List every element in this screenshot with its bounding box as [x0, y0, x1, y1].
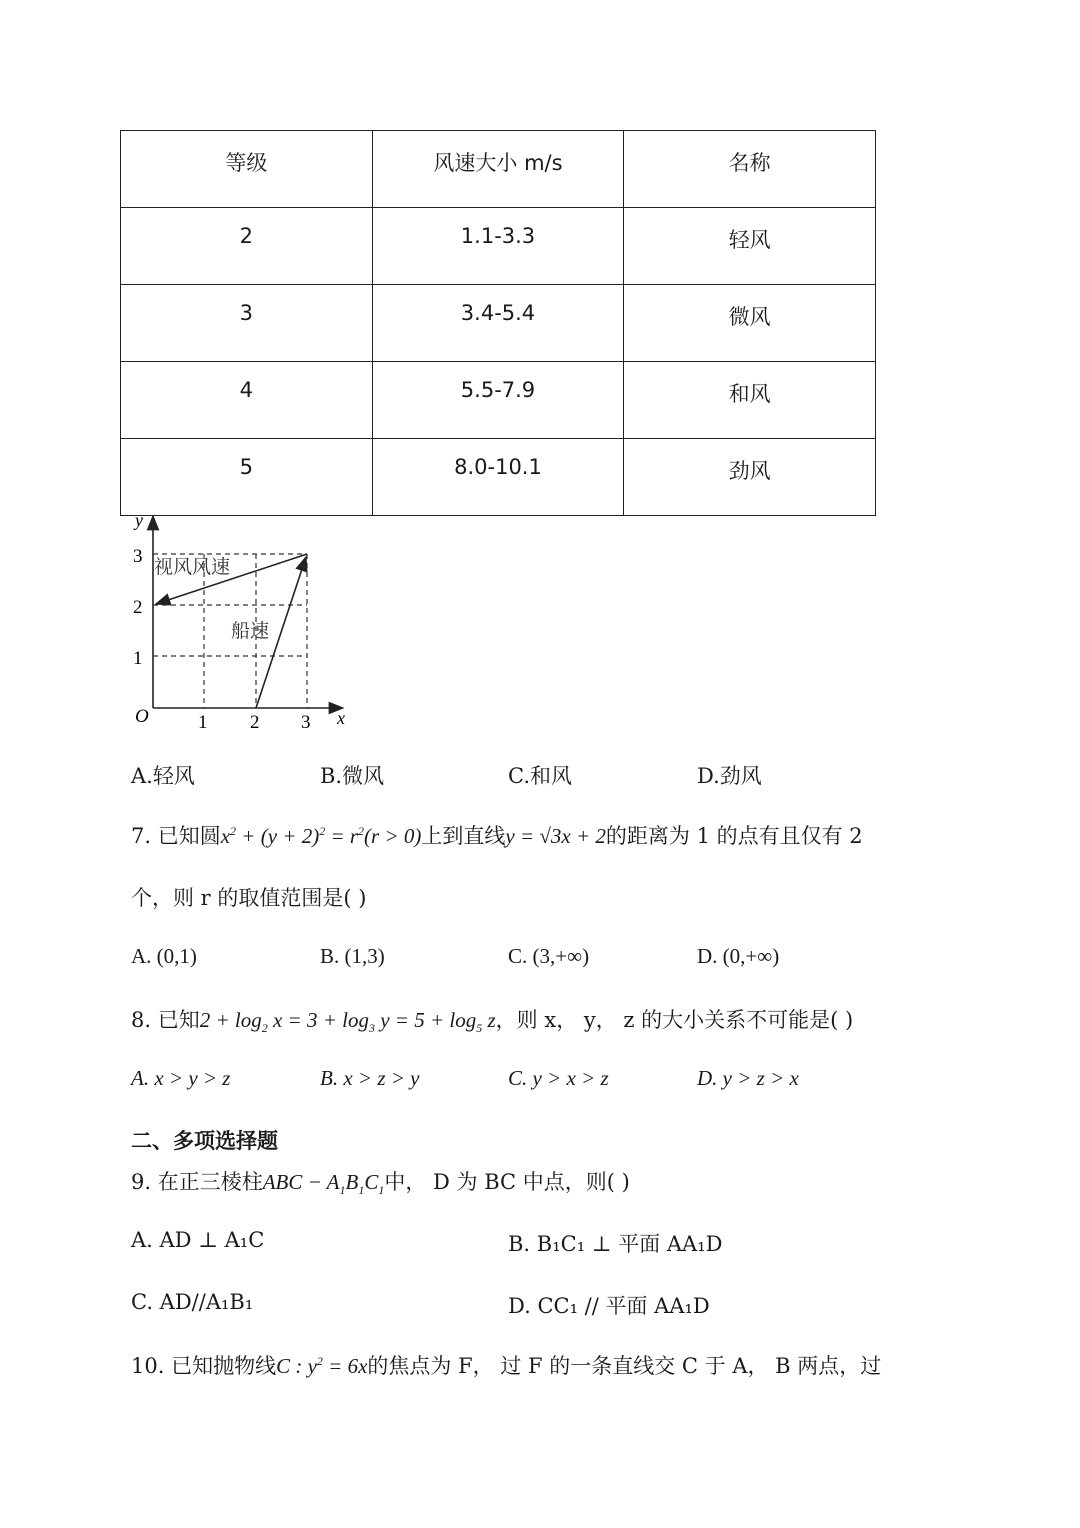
q10-suffix: 的焦点为 F， 过 F 的一条直线交 C 于 A， B 两点，过	[367, 1354, 882, 1378]
section-heading: 二、多项选择题	[131, 1128, 278, 1153]
y-tick-label: 3	[133, 546, 143, 567]
table-cell: 5.5-7.9	[372, 362, 624, 439]
wind-scale-table	[120, 130, 876, 516]
q6-option-a: A.轻风	[131, 764, 195, 788]
q7-option-c: C. (3,+∞)	[508, 944, 590, 968]
table-cell: 5	[121, 439, 373, 516]
q9-suffix: 中， D 为 BC 中点，则( )	[384, 1170, 630, 1194]
ship-speed-label: 船速	[231, 620, 270, 642]
q6-option-d: D.劲风	[697, 764, 762, 788]
q10-stem	[131, 1350, 881, 1380]
x-tick-label: 1	[198, 712, 208, 733]
x-tick-label: 3	[301, 712, 311, 733]
q9-prefix: 9. 在正三棱柱	[131, 1170, 263, 1194]
q6-option-b: B.微风	[320, 764, 385, 788]
apparent-wind-label: 视风风速	[154, 556, 231, 578]
table-cell: 2	[121, 208, 373, 285]
q10-parabola: C : $y^2 = 6x$	[276, 1354, 368, 1378]
table-cell: 和风	[624, 362, 876, 439]
q7-option-a: A. (0,1)	[131, 944, 197, 968]
table-cell: 4	[121, 362, 373, 439]
q8-option-d: D. y > z > x	[697, 1066, 799, 1090]
q9-stem	[131, 1166, 630, 1198]
q8-stem	[131, 1004, 853, 1036]
q9-option-c: C. AD//A₁B₁	[131, 1290, 254, 1314]
y-tick-label: 1	[133, 648, 143, 669]
table-cell: 1.1-3.3	[372, 208, 624, 285]
table-cell: 8.0-10.1	[372, 439, 624, 516]
x-axis-label: x	[337, 708, 345, 728]
table-cell: 微风	[624, 285, 876, 362]
q7-circle-equation: $x^2 + (y + 2)^2 = r^2(r > 0)$	[220, 824, 422, 848]
q8-equation: $2 + \log_2 x = 3 + \log_3 y = 5 + \log_5 z$	[199, 1008, 496, 1036]
q9-option-d: D. CC₁ // 平面 AA₁D	[508, 1294, 710, 1318]
q9-option-b: B. B₁C₁ ⊥ 平面 AA₁D	[508, 1232, 723, 1256]
table-row	[121, 285, 876, 362]
q8-option-a: A. x > y > z	[131, 1066, 231, 1090]
q8-prefix: 8. 已知	[131, 1008, 200, 1032]
table-cell: 劲风	[624, 439, 876, 516]
q8-suffix: ，则 x， y， z 的大小关系不可能是( )	[495, 1008, 854, 1032]
q8-option-c: C. y > x > z	[508, 1066, 609, 1090]
q8-option-b: B. x > z > y	[320, 1066, 420, 1090]
table-header-row	[121, 131, 876, 208]
table-cell: 轻风	[624, 208, 876, 285]
q7-stem-line2: 个，则 r 的取值范围是( )	[131, 886, 367, 910]
table-header-cell: 风速大小 m/s	[372, 131, 624, 208]
table-row	[121, 208, 876, 285]
table-header-cell: 等级	[121, 131, 373, 208]
q10-prefix: 10. 已知抛物线	[131, 1354, 277, 1378]
table-cell: 3	[121, 285, 373, 362]
q9-prism: ABC − $A_1B_1C_1$	[262, 1170, 385, 1198]
table-header-cell: 名称	[624, 131, 876, 208]
q7-stem-line1	[131, 820, 863, 850]
q7-prefix: 7. 已知圆	[131, 824, 221, 848]
origin-label: O	[135, 706, 149, 727]
q7-mid: 上到直线	[421, 824, 506, 848]
wind-vector-diagram	[125, 510, 360, 735]
q7-option-b: B. (1,3)	[320, 944, 385, 968]
table-row	[121, 439, 876, 516]
q9-option-a: A. AD ⊥ A₁C	[131, 1228, 265, 1252]
q7-line-equation: y = √3x + 2	[505, 824, 606, 848]
table-row	[121, 362, 876, 439]
y-axis-label: y	[135, 510, 143, 530]
q7-suffix: 的距离为 1 的点有且仅有 2	[605, 824, 863, 848]
q7-option-d: D. (0,+∞)	[697, 944, 780, 968]
q6-option-c: C.和风	[508, 764, 572, 788]
table-cell: 3.4-5.4	[372, 285, 624, 362]
y-tick-label: 2	[133, 597, 143, 618]
x-tick-label: 2	[250, 712, 260, 733]
